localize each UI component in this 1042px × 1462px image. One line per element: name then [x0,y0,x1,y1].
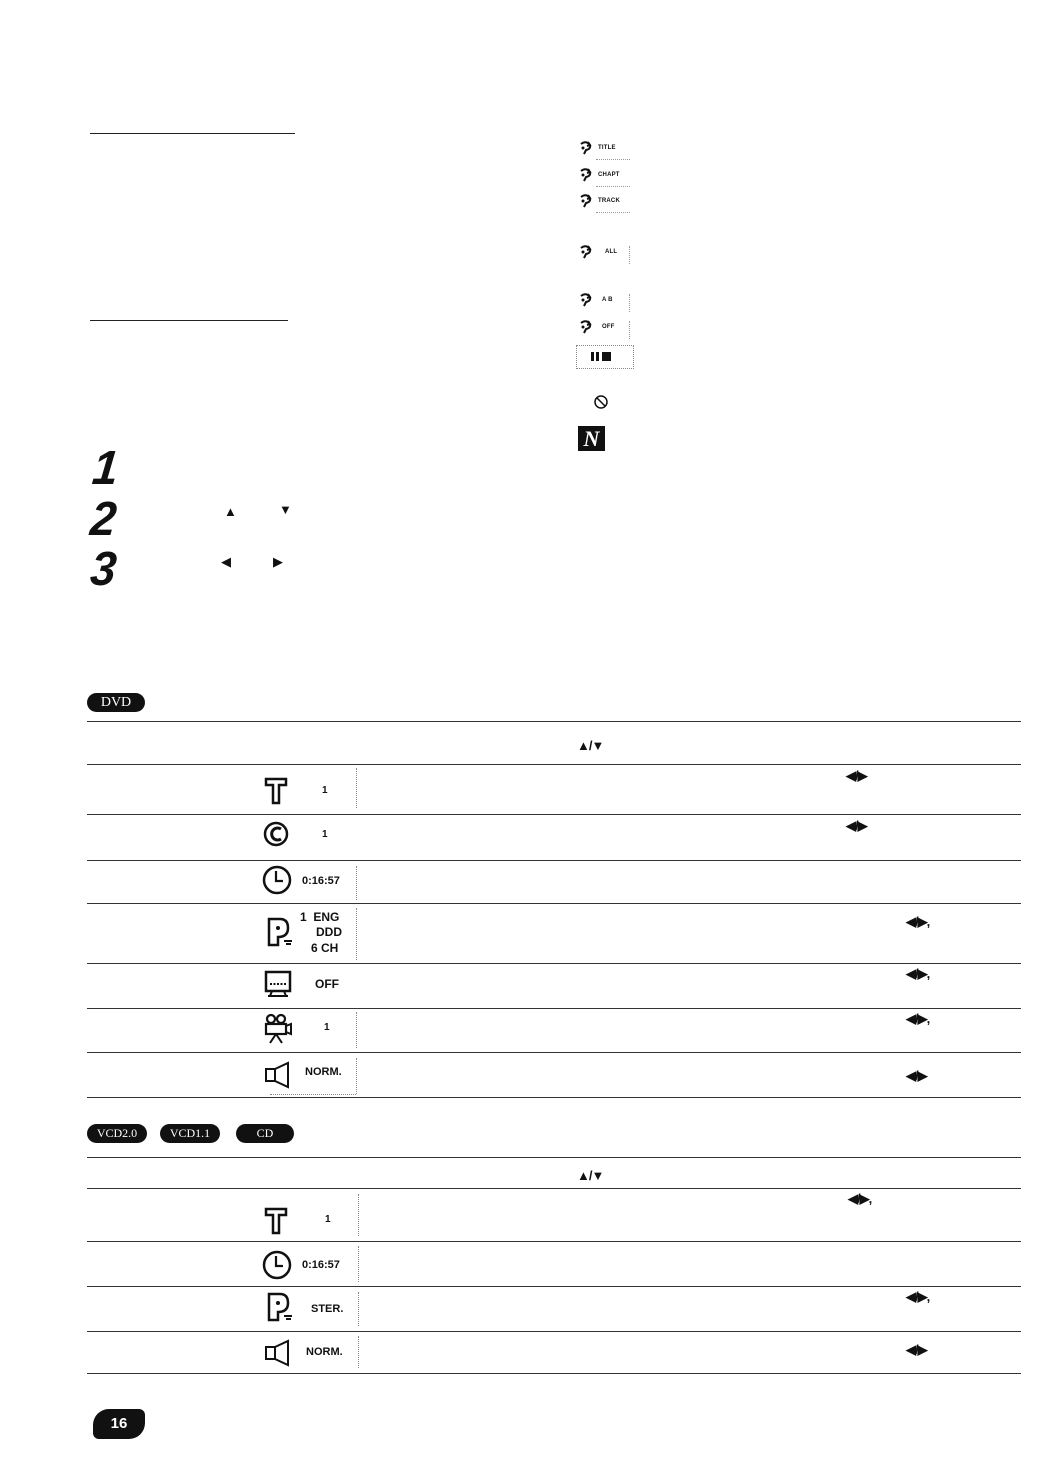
table-divider [87,814,1021,815]
chapter-value: 1 [322,829,328,840]
table-divider [87,903,1021,904]
audio-value-language: 1 ENG [300,910,340,924]
right-arrow-icon: ▶ [273,554,283,569]
audio-icon [266,917,294,949]
title-icon [264,777,288,805]
dvd-disc-badge: DVD [87,693,145,712]
osd-menu-edge [358,1292,359,1326]
speaker-icon [264,1061,294,1089]
up-arrow-icon: ▲ [224,504,237,519]
repeat-track-indicator [578,193,630,213]
table-divider [87,1097,1021,1098]
pause-stop-indicator [576,345,634,369]
osd-menu-edge [356,1012,357,1048]
table-divider [87,1188,1021,1189]
chapter-icon [262,820,290,848]
subtitle-icon [264,970,292,998]
osd-menu-edge [356,866,357,900]
osd-menu-edge [358,1336,359,1368]
n-logo-icon: N [578,426,605,451]
audio-value-channels: 6 CH [311,941,339,955]
step-number-2: 2 [87,493,119,546]
vcd20-disc-badge: VCD2.0 [87,1124,147,1143]
left-right-arrows-icon: ◀/▶ [846,818,867,833]
down-arrow-icon: ▼ [279,502,292,517]
vcd11-disc-badge: VCD1.1 [160,1124,220,1143]
osd-menu-edge [358,1194,359,1236]
track-value: 1 [325,1214,331,1225]
title-icon [264,1207,288,1235]
table-divider [87,860,1021,861]
repeat-icon [578,244,594,262]
table-divider [87,1052,1021,1053]
clock-icon [261,864,293,896]
osd-menu-edge [356,908,357,960]
left-right-arrows-icon: ◀/▶, [906,1289,930,1304]
indicator-label: TRACK [598,198,620,204]
audio-value-format: DDD [316,925,342,939]
repeat-icon [578,319,594,337]
angle-value: 1 [324,1022,330,1033]
pause-stop-icon [591,351,615,362]
left-right-arrows-icon: ◀/▶, [906,1011,930,1026]
indicator-label: TITLE [598,145,616,151]
step-number-3: 3 [87,543,119,596]
time-value: 0:16:57 [302,1259,340,1271]
time-value: 0:16:57 [302,875,340,887]
indicator-label: CHAPT [598,172,620,178]
osd-menu-edge [356,1058,357,1094]
up-down-arrows-icon: ▲/▼ [577,1168,604,1183]
audio-value: STER. [311,1303,344,1315]
repeat-off-indicator [578,319,630,339]
repeat-all-indicator [578,244,630,264]
left-right-arrows-icon: ◀/▶, [906,914,930,929]
left-arrow-icon: ◀ [221,554,231,569]
page-number: 16 [93,1409,145,1439]
osd-menu-edge [358,1246,359,1282]
left-right-arrows-icon: ◀/▶ [906,1068,927,1083]
up-down-arrows-icon: ▲/▼ [577,738,604,753]
left-right-arrows-icon: ◀/▶ [846,768,867,783]
repeat-icon [578,292,594,310]
camera-angle-icon [263,1013,293,1045]
section-rule-middle [90,320,288,321]
section-rule-top [90,133,295,134]
table-divider [87,1331,1021,1332]
osd-menu-bottom [270,1094,356,1095]
audio-icon [266,1292,294,1324]
repeat-title-indicator [578,140,630,160]
clock-icon [261,1249,293,1281]
repeat-icon [578,167,594,185]
left-right-arrows-icon: ◀/▶, [848,1191,872,1206]
indicator-label: A B [602,297,613,303]
table-divider [87,1157,1021,1158]
table-divider [87,1008,1021,1009]
indicator-label: ALL [605,249,618,255]
left-right-arrows-icon: ◀/▶, [906,966,930,981]
indicator-label: OFF [602,324,615,330]
prohibited-icon [593,394,609,410]
repeat-ab-indicator [578,292,630,312]
step-number-1: 1 [89,442,121,495]
osd-menu-edge [356,768,357,808]
speaker-icon [264,1339,294,1367]
table-divider [87,1373,1021,1374]
title-value: 1 [322,785,328,796]
table-divider [87,963,1021,964]
subtitle-value: OFF [315,977,339,991]
repeat-icon [578,193,594,211]
table-divider [87,764,1021,765]
dvd-table-top-rule [87,721,1021,722]
table-divider [87,1241,1021,1242]
sound-value: NORM. [306,1346,343,1358]
sound-value: NORM. [305,1066,342,1078]
repeat-chapter-indicator [578,167,630,187]
table-divider [87,1286,1021,1287]
repeat-icon [578,140,594,158]
cd-disc-badge: CD [236,1124,294,1143]
left-right-arrows-icon: ◀/▶ [906,1342,927,1357]
